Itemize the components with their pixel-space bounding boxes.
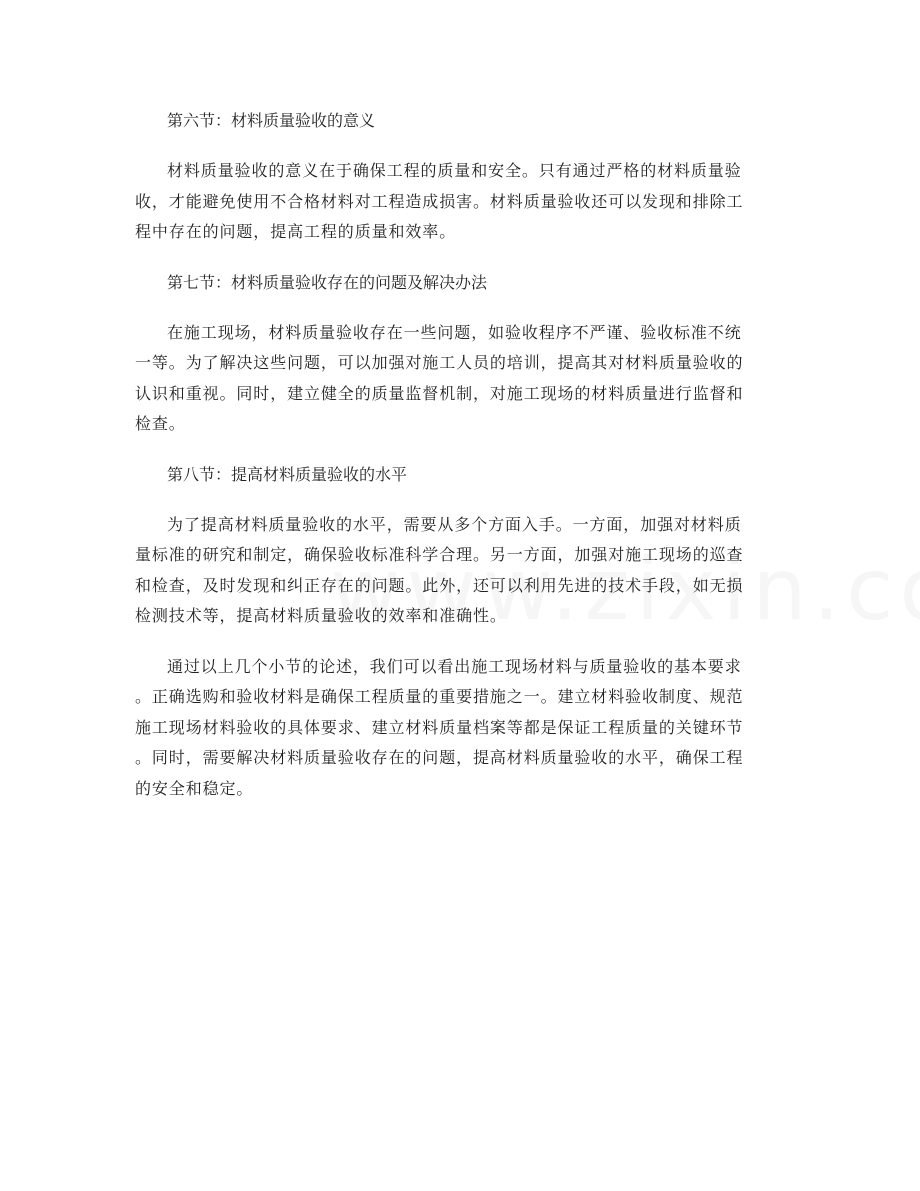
paragraph-line: 。同时，需要解决材料质量验收存在的问题，提高材料质量验收的水平，确保工程	[135, 748, 744, 767]
paragraph-line: 检测技术等，提高材料质量验收的效率和准确性。	[135, 606, 507, 625]
conclusion-paragraph	[135, 652, 789, 805]
paragraph-line: 为了提高材料质量验收的水平，需要从多个方面入手。一方面，加强对材料质	[167, 514, 742, 534]
paragraph-line: 量标准的研究和制定，确保验收标准科学合理。另一方面，加强对施工现场的巡查	[135, 545, 744, 564]
paragraph-line: 施工现场材料验收的具体要求、建立材料质量档案等都是保证工程质量的关键环节	[135, 717, 744, 737]
paragraph-line: 收，才能避免使用不合格材料对工程造成损害。材料质量验收还可以发现和排除工	[135, 191, 744, 211]
paragraph-line: 程中存在的问题，提高工程的质量和效率。	[135, 222, 457, 241]
paragraph-line: 检查。	[135, 414, 186, 433]
paragraph-line: 认识和重视。同时，建立健全的质量监督机制，对施工现场的材料质量进行监督和	[135, 383, 744, 403]
paragraph-line: 。正确选购和验收材料是确保工程质量的重要措施之一。建立材料验收制度、规范	[135, 687, 744, 706]
section-6-heading: 第六节：材料质量验收的意义	[167, 111, 376, 130]
paragraph-line: 一等。为了解决这些问题，可以加强对施工人员的培训，提高其对材料质量验收的	[135, 353, 744, 372]
paragraph-line: 在施工现场，材料质量验收存在一些问题，如验收程序不严谨、验收标准不统	[167, 322, 742, 342]
section-7-heading: 第七节：材料质量验收存在的问题及解决办法	[167, 272, 488, 292]
section-7-paragraph	[135, 318, 789, 440]
paragraph-line: 材料质量验收的意义在于确保工程的质量和安全。只有通过严格的材料质量验	[167, 161, 742, 180]
paragraph-line: 和检查，及时发现和纠正存在的问题。此外，还可以利用先进的技术手段，如无损	[135, 575, 744, 595]
paragraph-line: 的安全和稳定。	[135, 778, 254, 798]
document-body	[135, 106, 789, 824]
section-8-heading: 第八节：提高材料质量验收的水平	[167, 464, 408, 484]
paragraph-line: 通过以上几个小节的论述，我们可以看出施工现场材料与质量验收的基本要求	[167, 656, 742, 676]
section-6-paragraph	[135, 156, 789, 248]
section-8-paragraph	[135, 510, 789, 632]
